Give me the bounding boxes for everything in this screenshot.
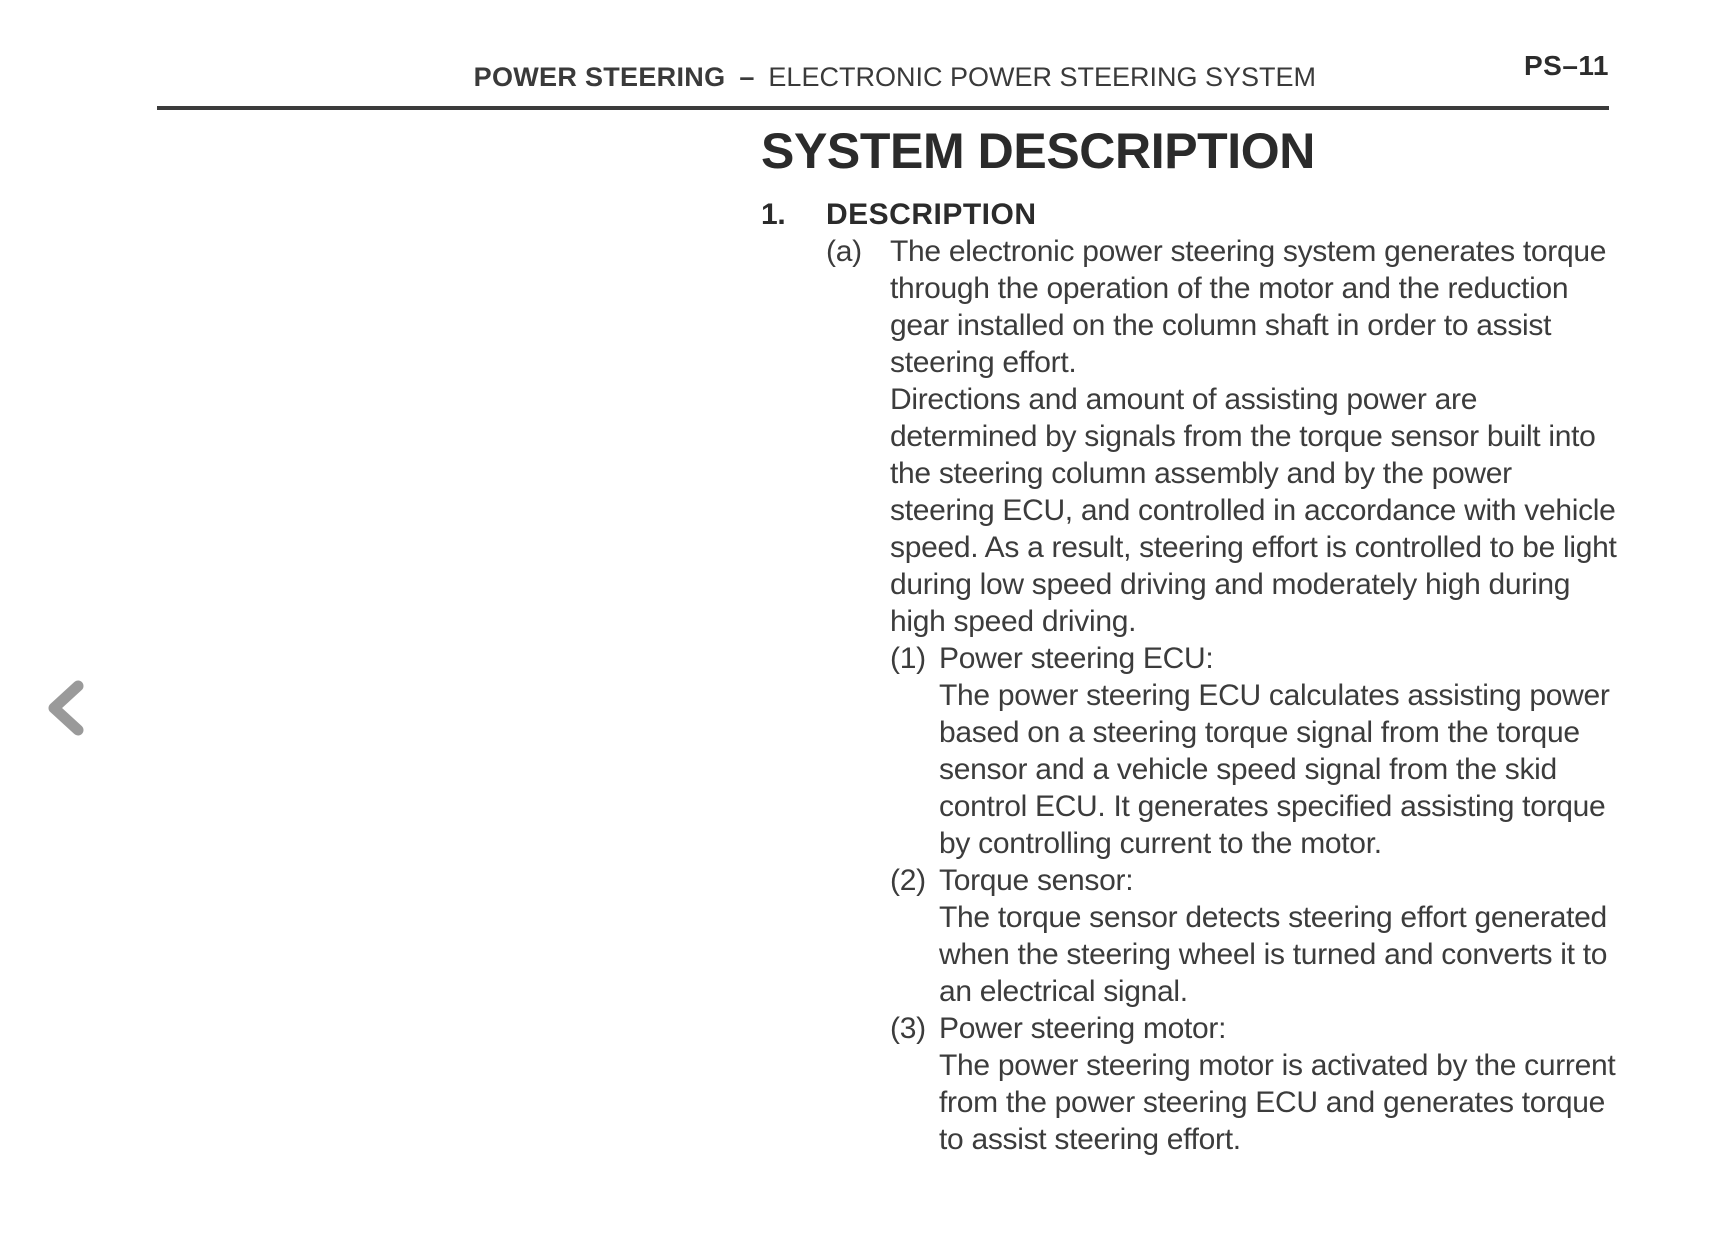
running-header bbox=[0, 62, 1316, 93]
subitem-1-label: (1) bbox=[890, 642, 926, 675]
previous-page-button[interactable] bbox=[40, 676, 100, 740]
subitem-2-label: (2) bbox=[890, 864, 926, 897]
header-section: POWER STEERING bbox=[473, 62, 726, 92]
subitem-1-text: The power steering ECU calculates assisting power based on a steering torque signal from the torque sensor and a vehicle speed signal from the skid control ECU. It generates specified assisting torque by controlling current to the motor. bbox=[939, 679, 1610, 860]
subitem-3-title: Power steering motor: bbox=[939, 1012, 1227, 1045]
subitem-2 bbox=[890, 862, 1621, 1010]
item-a-label: (a) bbox=[826, 235, 862, 268]
subitem-2-text: The torque sensor detects steering effort generated when the steering wheel is turned and converts it to an electrical signal. bbox=[939, 901, 1608, 1008]
page-title: SYSTEM DESCRIPTION bbox=[761, 123, 1315, 179]
chevron-left-icon bbox=[40, 676, 100, 740]
section-number: 1. bbox=[761, 198, 786, 231]
subitem-1-title: Power steering ECU: bbox=[939, 642, 1214, 675]
subitem-3 bbox=[890, 1010, 1621, 1158]
header-subsection: ELECTRONIC POWER STEERING SYSTEM bbox=[768, 62, 1316, 92]
section-title: DESCRIPTION bbox=[826, 198, 1037, 231]
item-a bbox=[761, 233, 1621, 1158]
item-a-paragraph-2: Directions and amount of assisting power are determined by signals from the torque sensor built into the steering column assembly and by the power steering ECU, and controlled in accordance with vehicle speed. As a result, steering effort is controlled to be light during low speed driving and moderately high during high speed driving. bbox=[890, 383, 1617, 638]
header-separator: – bbox=[739, 62, 755, 92]
item-a-paragraph-1: The electronic power steering system generates torque through the operation of the motor and the reduction gear installed on the column shaft in order to assist steering effort. bbox=[890, 235, 1607, 379]
header-divider bbox=[157, 106, 1609, 110]
section-heading bbox=[761, 196, 1621, 233]
subitem-2-title: Torque sensor: bbox=[939, 864, 1134, 897]
subitem-3-text: The power steering motor is activated by the current from the power steering ECU and generates torque to assist steering effort. bbox=[939, 1049, 1616, 1156]
subitem-1 bbox=[890, 640, 1621, 862]
document-body bbox=[761, 196, 1621, 1158]
subitem-3-label: (3) bbox=[890, 1012, 926, 1045]
page-number: PS–11 bbox=[1523, 50, 1609, 81]
